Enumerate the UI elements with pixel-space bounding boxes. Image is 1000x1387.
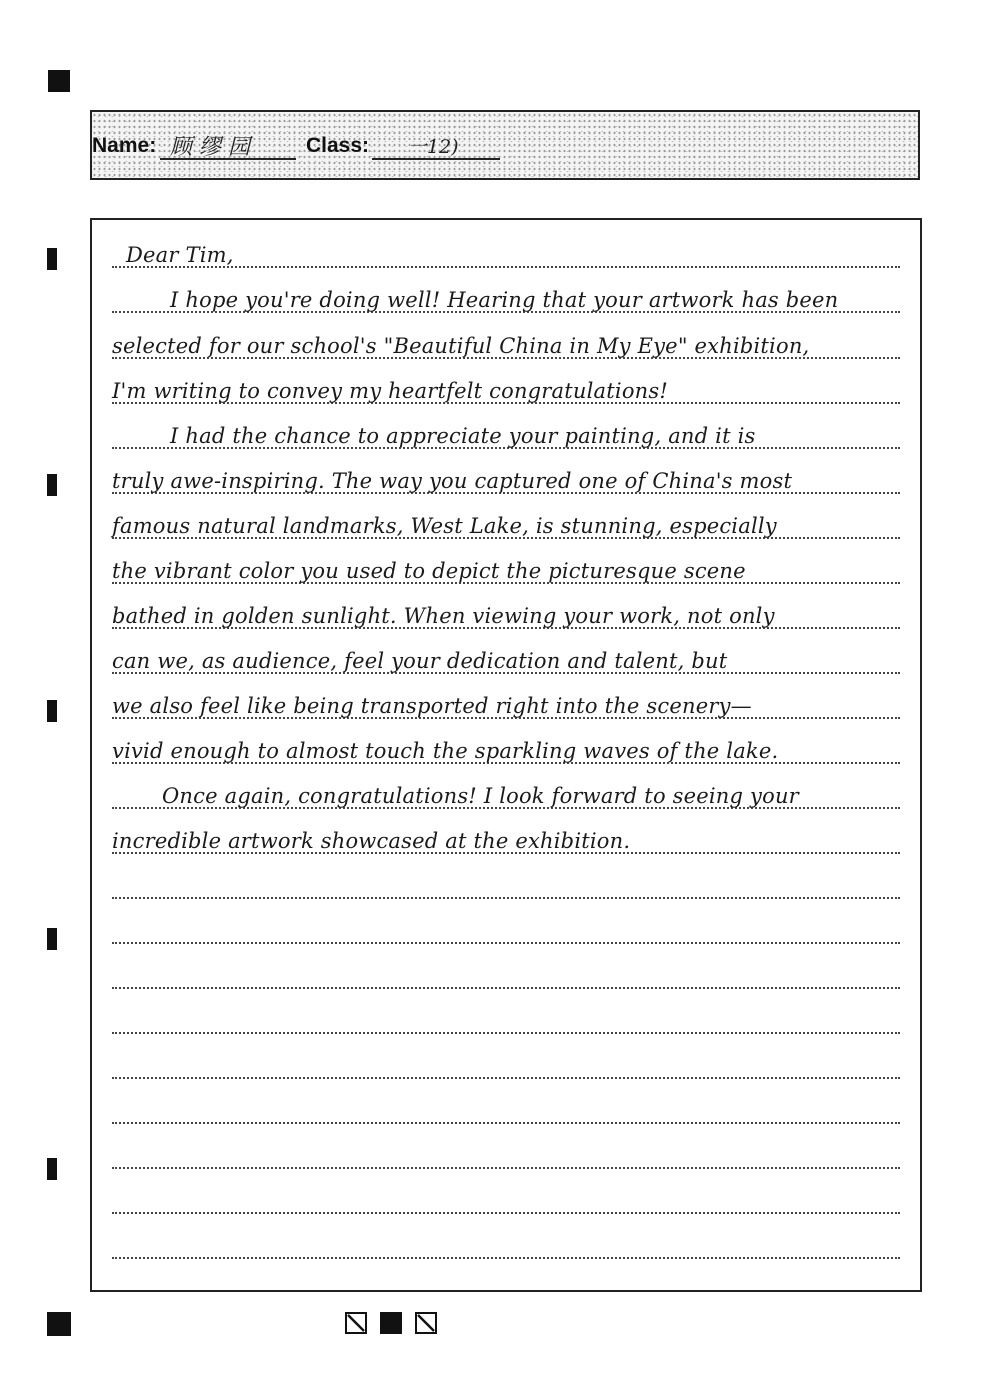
answer-box-crossed[interactable] [415,1312,437,1334]
cross-mark-icon [347,1314,365,1332]
ruled-line [112,987,900,989]
ruled-line [112,1167,900,1169]
answer-box-crossed[interactable] [345,1312,367,1334]
ruled-line [112,897,900,899]
letter-salutation: Dear Tim, [126,243,234,267]
class-value: 一12) [408,136,459,158]
ruled-line [112,1257,900,1259]
timing-mark-4 [47,928,57,950]
ruled-line [112,1122,900,1124]
name-underline [160,158,296,160]
registration-mark-bottom [47,1312,71,1336]
timing-mark-5 [47,1158,57,1180]
letter-line: I had the chance to appreciate your painting, and it is [170,424,756,448]
answer-box-filled[interactable] [380,1312,402,1334]
class-label: Class: [306,134,370,157]
letter-line: I hope you're doing well! Hearing that your artwork has been [170,288,839,312]
registration-mark-top [48,70,70,92]
letter-line: famous natural landmarks, West Lake, is stunning, especially [112,514,777,538]
ruled-line [112,1032,900,1034]
letter-line: incredible artwork showcased at the exhibition. [112,829,631,853]
timing-mark-3 [47,700,57,722]
cross-mark-icon [417,1314,435,1332]
ruled-line [112,1212,900,1214]
timing-mark-2 [47,474,57,496]
letter-line: I'm writing to convey my heartfelt congratulations! [112,379,669,403]
letter-line: we also feel like being transported right into the scenery— [112,694,752,718]
letter-line: Once again, congratulations! I look forward to seeing your [162,784,799,808]
ruled-line [112,942,900,944]
letter-line: bathed in golden sunlight. When viewing your work, not only [112,604,775,628]
ruled-line [112,1077,900,1079]
letter-line: the vibrant color you used to depict the picturesque scene [112,559,746,583]
name-value: 顾 缪 园 [170,135,250,160]
letter-line: can we, as audience, feel your dedication and talent, but [112,649,728,673]
letter-line: selected for our school's "Beautiful China in My Eye" exhibition, [112,334,810,358]
letter-line: truly awe-inspiring. The way you captured one of China's most [112,469,793,493]
name-label: Name: [92,134,157,157]
letter-line: vivid enough to almost touch the sparkling waves of the lake. [112,739,779,763]
class-underline [372,158,500,160]
timing-mark-1 [47,248,57,270]
